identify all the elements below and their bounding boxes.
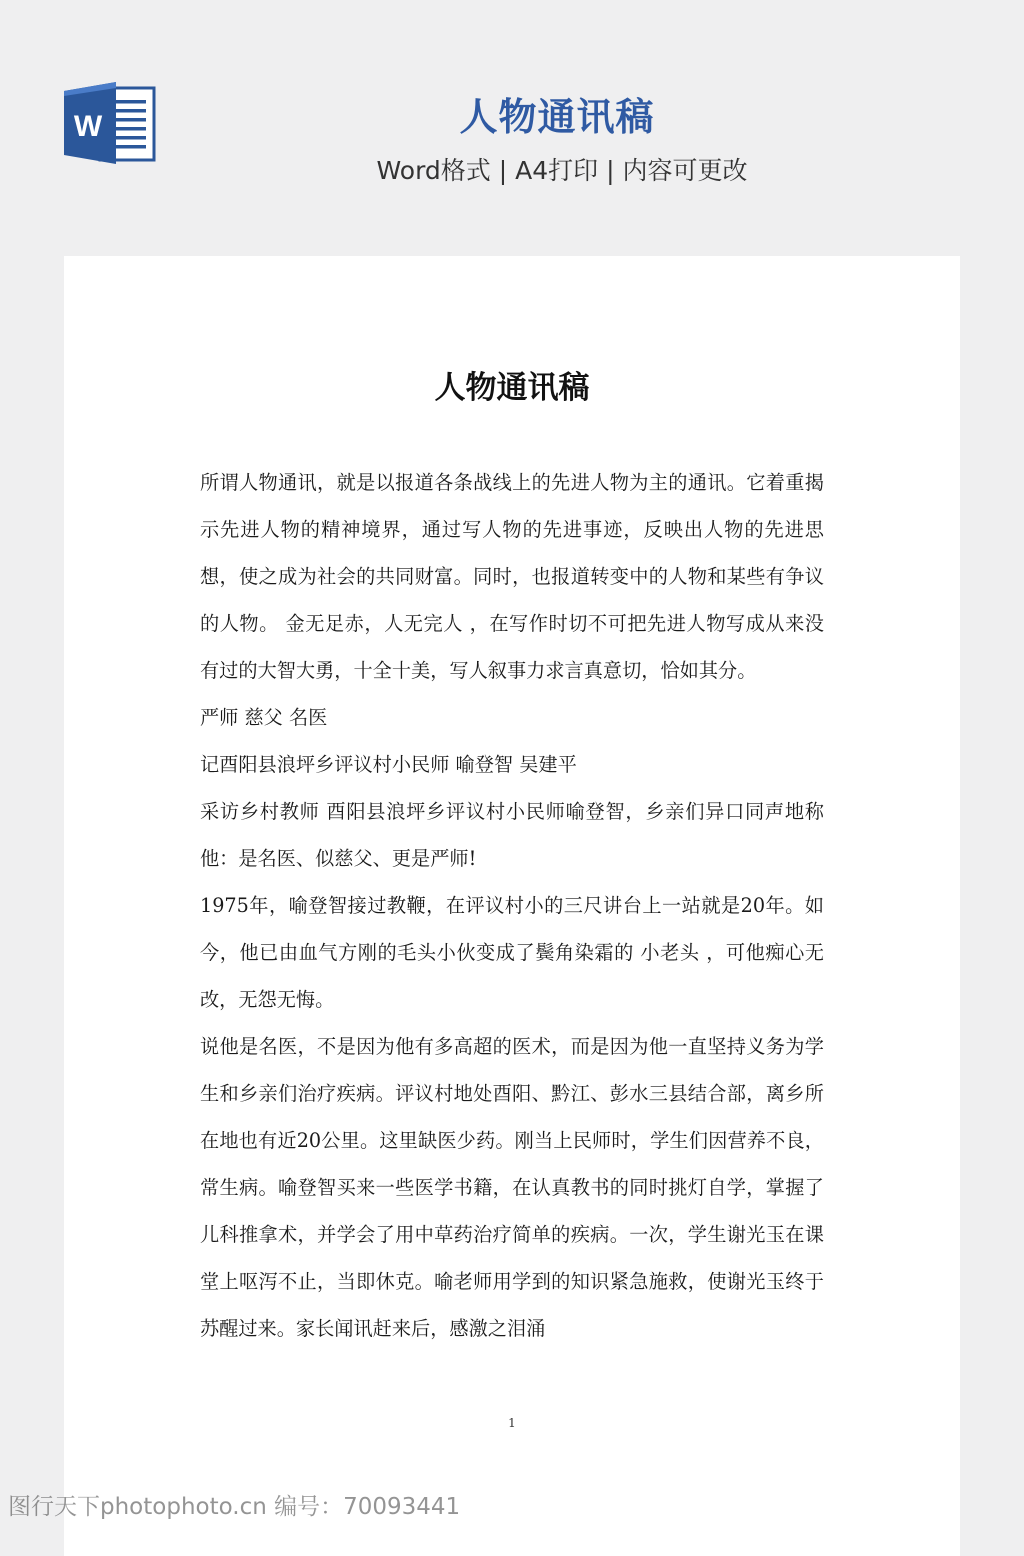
document-body [200, 459, 824, 1352]
page-number: 1 [508, 1416, 516, 1430]
paragraph-byline: 记酉阳县浪坪乡评议村小民师 喻登智 吴建平 [200, 753, 577, 776]
svg-text:W: W [73, 110, 103, 143]
paragraph-doctor: 说他是名医，不是因为他有多高超的医术，而是因为他一直坚持义务为学生和乡亲们治疗疾病。评议村地处酉阳、黔江、彭水三县结合部，离乡所在地也有近20公里。这里缺医少药。刚当上民师时，学生们因营养不良，常生病。喻登智买来一些医学书籍，在认真教书的同时挑灯自学，掌握了儿科推拿术，并学会了用中草药治疗简单的疾病。一次，学生谢光玉在课堂上呕泻不止，当即休克。喻老师用学到的知识紧急施救，使谢光玉终于苏醒过来。家长闻讯赶来后，感激之泪涌 [200, 1035, 824, 1340]
banner-title: 人物通讯稿 [459, 95, 655, 139]
banner-subtitle: Word格式 | A4打印 | 内容可更改 [376, 156, 748, 185]
document-title: 人物通讯稿 [434, 370, 590, 406]
paragraph-1975: 1975年，喻登智接过教鞭，在评议村小的三尺讲台上一站就是20年。如今，他已由血气方刚的毛头小伙变成了鬓角染霜的 小老头 ，可他痴心无改，无怨无悔。 [200, 894, 824, 1011]
header [0, 0, 1024, 256]
document-page [64, 256, 960, 1556]
paragraph-heading: 严师 慈父 名医 [200, 706, 328, 729]
paragraph-interview: 采访乡村教师 酉阳县浪坪乡评议村小民师喻登智，乡亲们异口同声地称他：是名医、似慈父、更是严师! [200, 800, 824, 870]
watermark: 图行天下photophoto.cn 编号：70093441 [8, 1494, 461, 1520]
paragraph-intro: 所谓人物通讯，就是以报道各条战线上的先进人物为主的通讯。它着重揭示先进人物的精神境界，通过写人物的先进事迹，反映出人物的先进思想，使之成为社会的共同财富。同时，也报道转变中的人物和某些有争议的人物。 金无足赤，人无完人 ，在写作时切不可把先进人物写成从来没有过的大智大勇，十全十美，写人叙事力求言真意切，恰如其分。 [200, 471, 824, 682]
